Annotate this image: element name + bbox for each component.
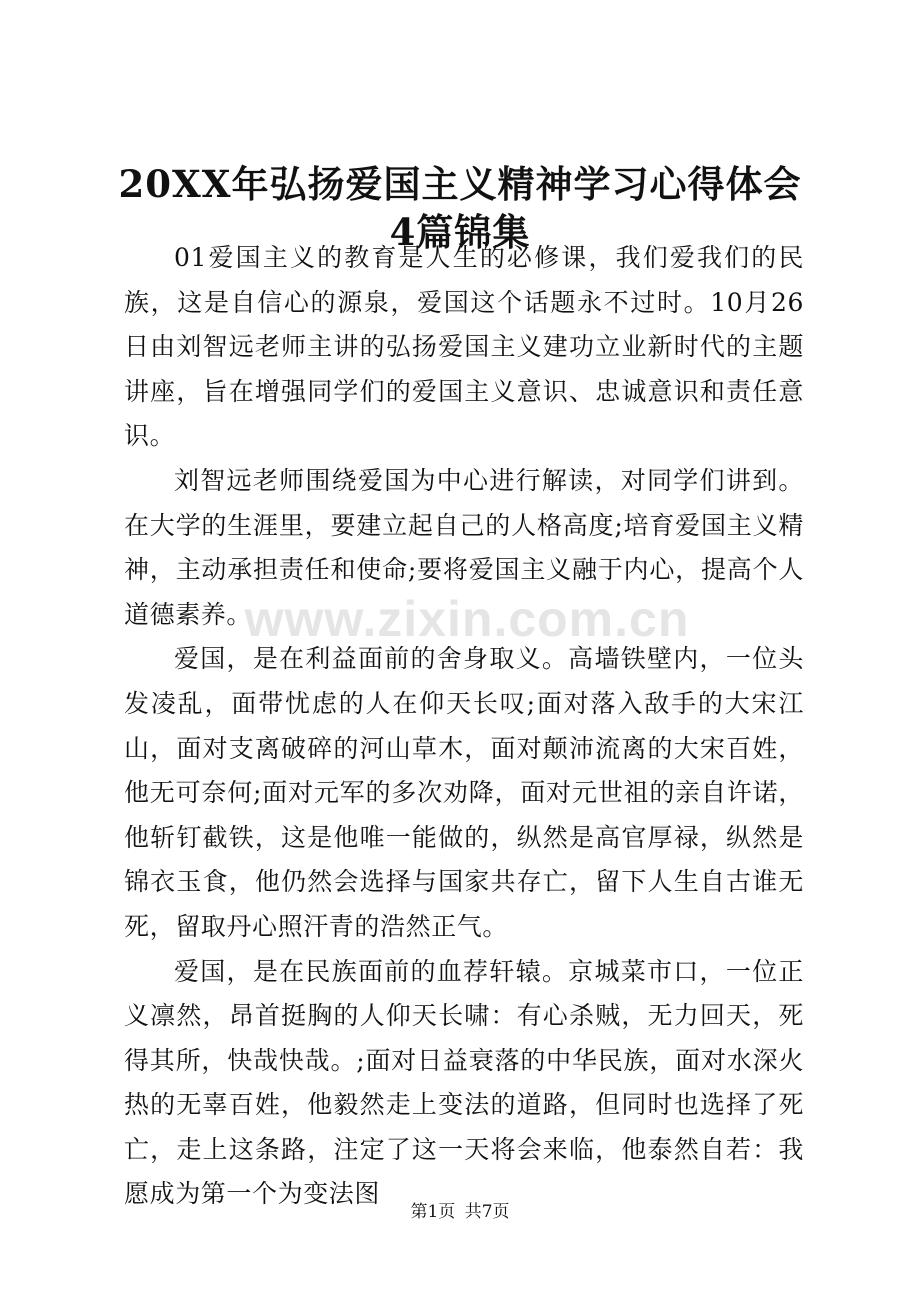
paragraph: 01爱国主义的教育是人生的必修课，我们爱我们的民族，这是自信心的源泉，爱国这个话题永不过时。10月26日由刘智远老师主讲的弘扬爱国主义建功立业新时代的主题讲座，旨在增强同学们的爱国主义意识、忠诚意识和责任意识。 [124,243,804,451]
page-total: 共7页 [464,1202,510,1222]
page-number: 第1页 [410,1202,456,1222]
document-title: 20XX年弘扬爱国主义精神学习心得体会4篇锦集 [118,162,802,254]
paragraph: 刘智远老师围绕爱国为中心进行解读，对同学们讲到。在大学的生涯里，要建立起自己的人格高度;培育爱国主义精神，主动承担责任和使命;要将爱国主义融于内心，提高个人道德素养。 [124,465,804,629]
paragraph: 爱国，是在利益面前的舍身取义。高墙铁壁内，一位头发凌乱，面带忧虑的人在仰天长叹;面对落入敌手的大宋江山，面对支离破碎的河山草木，面对颠沛流离的大宋百姓，他无可奈何;面对元军的多次劝降，面对元世祖的亲自许诺，他斩钉截铁，这是他唯一能做的，纵然是高官厚禄，纵然是锦衣玉食，他仍然会选择与国家共存亡，留下人生自古谁无死，留取丹心照汗青的浩然正气。 [124,644,804,941]
document-body [124,236,804,1217]
page-footer [0,1200,920,1224]
watermark: www.zixin.com.cn [244,591,690,647]
paragraph: 爱国，是在民族面前的血荐轩辕。京城菜市口，一位正义凛然，昂首挺胸的人仰天长啸：有心杀贼，无力回天，死得其所，快哉快哉。;面对日益衰落的中华民族，面对水深火热的无辜百姓，他毅然走上变法的道路，但同时也选择了死亡，走上这条路，注定了这一天将会来临，他泰然自若：我愿成为第一个为变法图 [124,956,804,1209]
